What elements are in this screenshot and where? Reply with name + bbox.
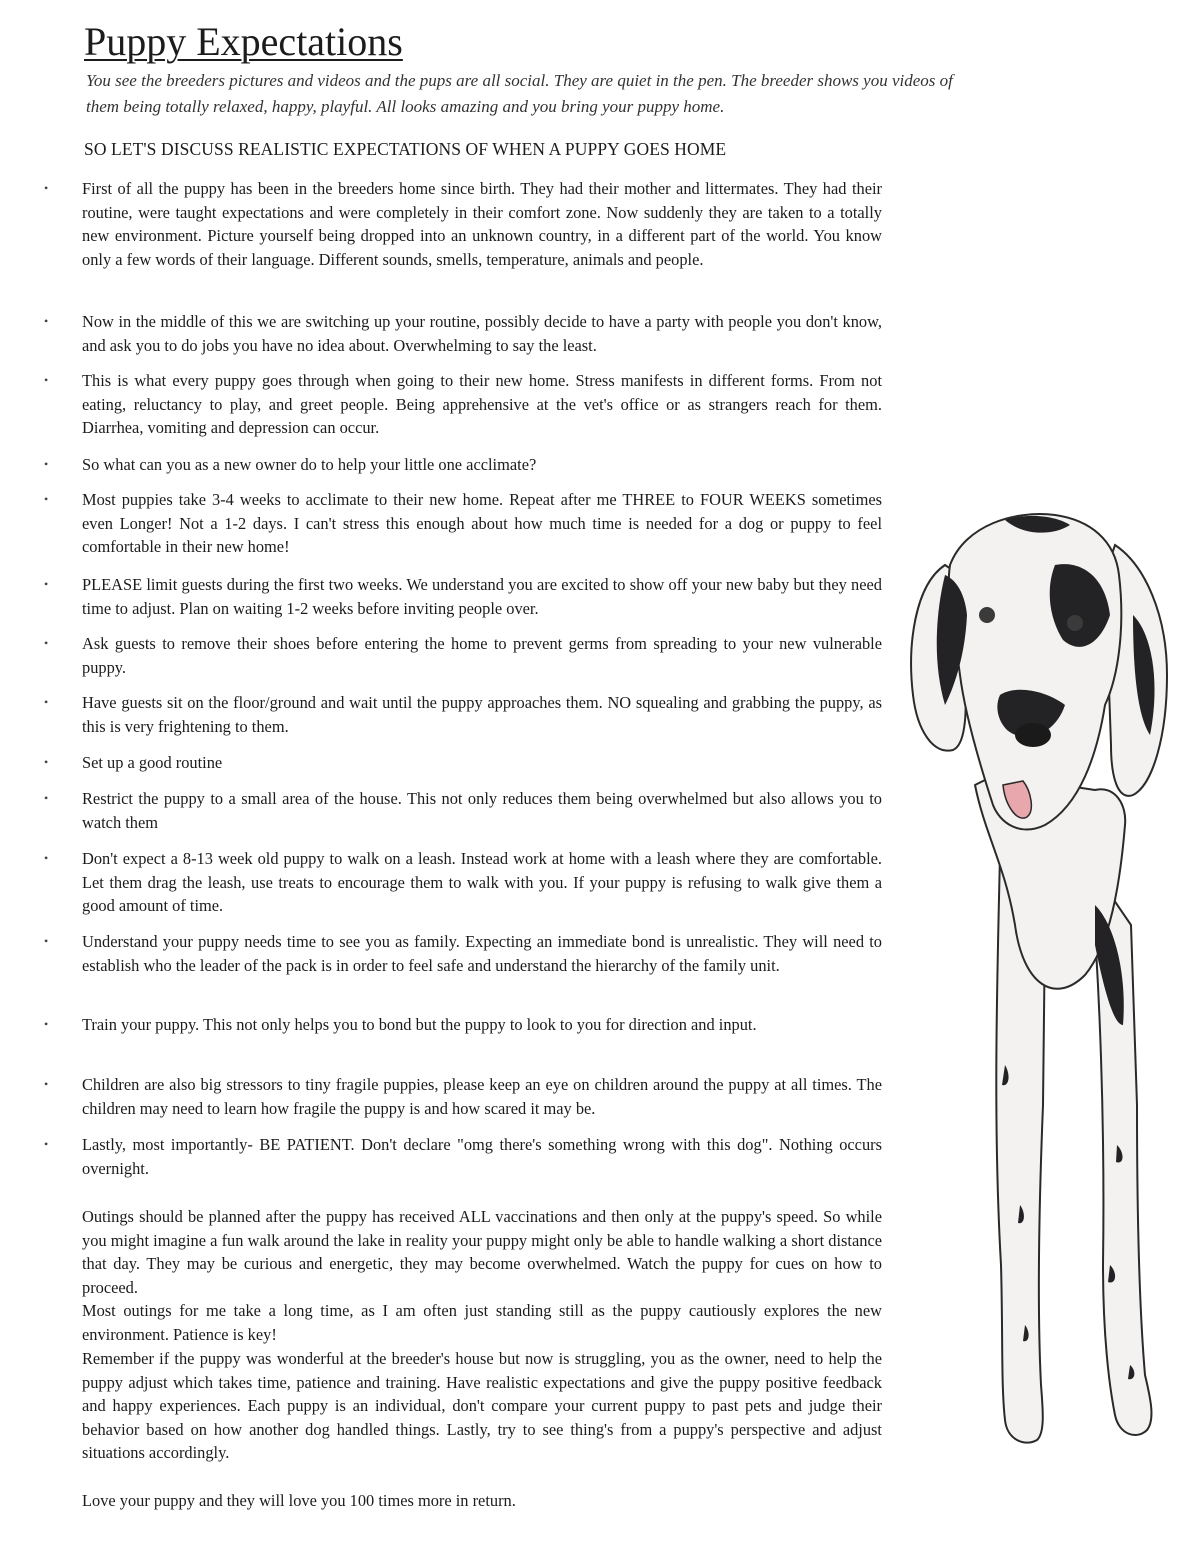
tip-text: So what can you as a new owner do to help your little one acclimate? bbox=[82, 455, 537, 474]
bullet-marker: • bbox=[44, 934, 49, 948]
tip-text: Train your puppy. This not only helps you to bond but the puppy to look to you for direction and input. bbox=[82, 1015, 757, 1034]
bullet-marker: • bbox=[44, 791, 49, 805]
tip-text: Children are also big stressors to tiny fragile puppies, please keep an eye on children around the puppy at all times. The children may need to learn how fragile the puppy is and how scared it may be. bbox=[82, 1075, 882, 1118]
great-dane-puppy-illustration bbox=[905, 505, 1180, 1465]
bullet-marker: • bbox=[44, 373, 49, 387]
bullet-marker: • bbox=[44, 1137, 49, 1151]
bullet-marker: • bbox=[44, 851, 49, 865]
closing-paragraph: Most outings for me take a long time, as I am often just standing still as the puppy cautiously explores the new environment. Patience is key! bbox=[82, 1301, 882, 1344]
bullet-marker: • bbox=[44, 457, 49, 471]
closing-paragraph: Remember if the puppy was wonderful at the breeder's house but now is struggling, you as the owner, need to help the puppy adjust which takes time, patience and training. Have realistic expectations and give the puppy positive feedback and happy experiences. Each puppy is an individual, don't compare your current puppy to past pets and judge their behavior based on how another dog handled things. Lastly, try to see thing's from a puppy's perspective and adjust situations accordingly. bbox=[82, 1349, 882, 1463]
tip-text: Don't expect a 8-13 week old puppy to walk on a leash. Instead work at home with a leash where they are comfortable. Let them drag the leash, use treats to encourage them to walk with you. If your puppy is refusing to walk give them a good amount of time. bbox=[82, 849, 882, 916]
bullet-marker: • bbox=[44, 755, 49, 769]
bullet-marker: • bbox=[44, 577, 49, 591]
page-title: Puppy Expectations bbox=[84, 19, 403, 64]
tip-text: Have guests sit on the floor/ground and wait until the puppy approaches them. NO squealing and grabbing the puppy, as this is very frightening to them. bbox=[82, 693, 882, 736]
bullet-marker: • bbox=[44, 314, 49, 328]
tip-text: Now in the middle of this we are switching up your routine, possibly decide to have a party with people you don't know, and ask you to do jobs you have no idea about. Overwhelming to say the least. bbox=[82, 312, 882, 355]
dog-body bbox=[975, 775, 1151, 1443]
bullet-marker: • bbox=[44, 1017, 49, 1031]
tip-text: Most puppies take 3-4 weeks to acclimate to their new home. Repeat after me THREE to FOUR WEEKS sometimes even Longer! Not a 1-2 days. I can't stress this enough about how much time is needed for a dog or puppy to feel comfortable in their new home! bbox=[82, 490, 882, 557]
bullet-marker: • bbox=[44, 492, 49, 506]
bullet-marker: • bbox=[44, 636, 49, 650]
tip-text: First of all the puppy has been in the breeders home since birth. They had their mother and littermates. They had their routine, were taught expectations and were completely in their comfort zone. Now suddenly they are taken to a totally new environment. Picture yourself being dropped into an unknown country, in a different part of the world. You know only a few words of their language. Different sounds, smells, temperature, animals and people. bbox=[82, 179, 882, 269]
bullet-marker: • bbox=[44, 695, 49, 709]
tip-text: Set up a good routine bbox=[82, 753, 223, 772]
tip-text: PLEASE limit guests during the first two weeks. We understand you are excited to show off your new baby but they need time to adjust. Plan on waiting 1-2 weeks before inviting people over. bbox=[82, 575, 882, 618]
final-line: Love your puppy and they will love you 100 times more in return. bbox=[82, 1491, 516, 1510]
bullet-marker: • bbox=[44, 181, 49, 195]
closing-paragraph: Outings should be planned after the puppy has received ALL vaccinations and then only at the puppy's speed. So while you might imagine a fun walk around the lake in reality your puppy might only be able to handle walking a short distance that day. They may be curious and energetic, they may become overwhelmed. Watch the puppy for cues on how to proceed. bbox=[82, 1207, 882, 1297]
intro-paragraph: You see the breeders pictures and videos and the pups are all social. They are quiet in the pen. The breeder shows you videos of them being totally relaxed, happy, playful. All looks amazing and you bring your puppy home. bbox=[86, 71, 953, 116]
bullet-marker: • bbox=[44, 1077, 49, 1091]
tip-text: Lastly, most importantly- BE PATIENT. Don't declare "omg there's something wrong with this dog". Nothing occurs overnight. bbox=[82, 1135, 882, 1178]
tip-text: Ask guests to remove their shoes before entering the home to prevent germs from spreading to your new vulnerable puppy. bbox=[82, 634, 882, 677]
tip-text: This is what every puppy goes through when going to their new home. Stress manifests in different forms. From not eating, reluctancy to play, and greet people. Being apprehensive at the vet's office or as strangers reach for them. Diarrhea, vomiting and depression can occur. bbox=[82, 371, 882, 438]
tip-text: Understand your puppy needs time to see you as family. Expecting an immediate bond is unrealistic. They will need to establish who the leader of the pack is in order to feel safe and understand the hierarchy of the family unit. bbox=[82, 932, 882, 975]
tip-text: Restrict the puppy to a small area of the house. This not only reduces them being overwhelmed but also allows you to watch them bbox=[82, 789, 882, 832]
section-heading: SO LET'S DISCUSS REALISTIC EXPECTATIONS OF WHEN A PUPPY GOES HOME bbox=[84, 139, 727, 159]
